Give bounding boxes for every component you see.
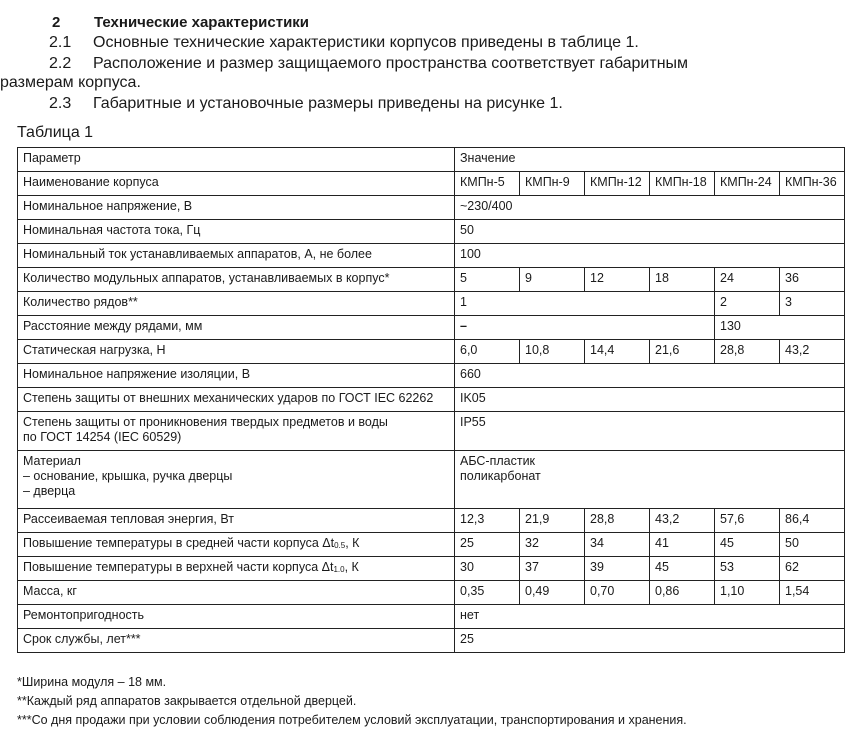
cell: 28,8	[585, 509, 650, 533]
cell: 43,2	[780, 340, 845, 364]
table-row	[18, 220, 845, 244]
cell: 14,4	[585, 340, 650, 364]
specs-table	[17, 147, 845, 653]
row-label: Масса, кг	[18, 581, 455, 605]
cell-line: поликарбонат	[460, 469, 541, 483]
row-label: Ремонтопригодность	[18, 605, 455, 629]
cell: 32	[520, 533, 585, 557]
row-label: Расстояние между рядами, мм	[18, 316, 455, 340]
table-row	[18, 451, 845, 509]
row-label: Количество рядов**	[18, 292, 455, 316]
label-text: Повышение температуры в верхней части корпуса Δt	[23, 560, 334, 574]
table-caption: Таблица 1	[17, 124, 94, 141]
cell: 3	[780, 292, 845, 316]
table-row	[18, 581, 845, 605]
cell: 36	[780, 268, 845, 292]
cell: 1	[455, 292, 715, 316]
cell	[455, 451, 845, 509]
row-label-line: по ГОСТ 14254 (IEC 60529)	[23, 430, 182, 444]
row-label-line: – основание, крышка, ручка дверцы	[23, 469, 233, 483]
section-number: 2	[52, 14, 61, 31]
paragraph-2-2	[49, 54, 688, 74]
row-label-line: Материал	[23, 454, 81, 468]
cell: 0,49	[520, 581, 585, 605]
cell-line: АБС-пластик	[460, 454, 536, 468]
row-label: Наименование корпуса	[18, 172, 455, 196]
cell: 6,0	[455, 340, 520, 364]
table-row	[18, 148, 845, 172]
label-subscript: 0.5	[334, 541, 346, 550]
cell: 86,4	[780, 509, 845, 533]
cell: 1,10	[715, 581, 780, 605]
footnote: ***Со дня продажи при условии соблюдения потребителем условий эксплуатации, транспортирования и хранения.	[17, 713, 687, 727]
row-label: Номинальное напряжение изоляции, В	[18, 364, 455, 388]
cell: КМПн-9	[520, 172, 585, 196]
cell: 30	[455, 557, 520, 581]
table-row	[18, 557, 845, 581]
cell: КМПн-18	[650, 172, 715, 196]
row-label-line: – дверца	[23, 484, 76, 498]
cell: КМПн-36	[780, 172, 845, 196]
table-row	[18, 388, 845, 412]
cell: 25	[455, 629, 845, 653]
cell: 24	[715, 268, 780, 292]
cell: 21,9	[520, 509, 585, 533]
row-label: Степень защиты от внешних механических ударов по ГОСТ IEC 62262	[18, 388, 455, 412]
cell: 50	[455, 220, 845, 244]
table-row	[18, 316, 845, 340]
cell: 130	[715, 316, 845, 340]
cell: 12,3	[455, 509, 520, 533]
cell: 28,8	[715, 340, 780, 364]
row-label	[18, 451, 455, 509]
cell: КМПн-24	[715, 172, 780, 196]
paragraph-2-3	[49, 94, 563, 114]
cell: 50	[780, 533, 845, 557]
cell: КМПн-5	[455, 172, 520, 196]
table-row	[18, 340, 845, 364]
table-row	[18, 533, 845, 557]
cell: 41	[650, 533, 715, 557]
cell: 0,86	[650, 581, 715, 605]
section-title: Технические характеристики	[94, 14, 310, 31]
row-label	[18, 557, 455, 581]
cell: 10,8	[520, 340, 585, 364]
footnote: **Каждый ряд аппаратов закрывается отдельной дверцей.	[17, 694, 357, 708]
cell: 9	[520, 268, 585, 292]
cell: 45	[650, 557, 715, 581]
paragraph-2-2-continuation: размерам корпуса.	[0, 74, 141, 91]
cell: 12	[585, 268, 650, 292]
cell: –	[455, 316, 715, 340]
cell: 37	[520, 557, 585, 581]
table-row	[18, 268, 845, 292]
table-row	[18, 364, 845, 388]
cell: 0,70	[585, 581, 650, 605]
cell: 39	[585, 557, 650, 581]
cell: IP55	[455, 412, 845, 451]
cell: 53	[715, 557, 780, 581]
cell: 43,2	[650, 509, 715, 533]
label-subscript: 1.0	[333, 565, 345, 574]
table-row	[18, 196, 845, 220]
paragraph-number: 2.1	[49, 34, 72, 51]
row-label	[18, 533, 455, 557]
cell: 660	[455, 364, 845, 388]
row-label	[18, 412, 455, 451]
cell: 62	[780, 557, 845, 581]
label-text: Повышение температуры в средней части корпуса Δt	[23, 536, 335, 550]
table-row	[18, 605, 845, 629]
cell: 57,6	[715, 509, 780, 533]
paragraph-text: Габаритные и установочные размеры приведены на рисунке 1.	[93, 95, 563, 112]
paragraph-text: Расположение и размер защищаемого пространства соответствует габаритным	[93, 55, 689, 72]
cell: 5	[455, 268, 520, 292]
row-label-line: Степень защиты от проникновения твердых предметов и воды	[23, 415, 388, 429]
cell: 21,6	[650, 340, 715, 364]
paragraph-2-1	[49, 33, 639, 53]
cell: IK05	[455, 388, 845, 412]
table-row	[18, 509, 845, 533]
paragraph-number: 2.3	[49, 95, 72, 112]
table-row	[18, 412, 845, 451]
header-param: Параметр	[18, 148, 455, 172]
cell: 0,35	[455, 581, 520, 605]
cell: 34	[585, 533, 650, 557]
cell: 18	[650, 268, 715, 292]
cell: 45	[715, 533, 780, 557]
paragraph-text: Основные технические характеристики корпусов приведены в таблице 1.	[93, 34, 639, 51]
cell: 100	[455, 244, 845, 268]
row-label: Номинальный ток устанавливаемых аппаратов, А, не более	[18, 244, 455, 268]
row-label: Статическая нагрузка, Н	[18, 340, 455, 364]
row-label: Номинальное напряжение, В	[18, 196, 455, 220]
cell: 25	[455, 533, 520, 557]
paragraph-number: 2.2	[49, 55, 72, 72]
label-text: , К	[345, 536, 360, 550]
table-row	[18, 172, 845, 196]
row-label: Срок службы, лет***	[18, 629, 455, 653]
cell: 2	[715, 292, 780, 316]
cell: ~230/400	[455, 196, 845, 220]
table-row	[18, 292, 845, 316]
footnote: *Ширина модуля – 18 мм.	[17, 675, 167, 689]
table-row	[18, 244, 845, 268]
header-value: Значение	[455, 148, 845, 172]
section-heading	[52, 13, 309, 33]
cell: КМПн-12	[585, 172, 650, 196]
cell: нет	[455, 605, 845, 629]
table-row	[18, 629, 845, 653]
cell: 1,54	[780, 581, 845, 605]
label-text: , К	[344, 560, 359, 574]
row-label: Рассеиваемая тепловая энергия, Вт	[18, 509, 455, 533]
row-label: Количество модульных аппаратов, устанавливаемых в корпус*	[18, 268, 455, 292]
row-label: Номинальная частота тока, Гц	[18, 220, 455, 244]
